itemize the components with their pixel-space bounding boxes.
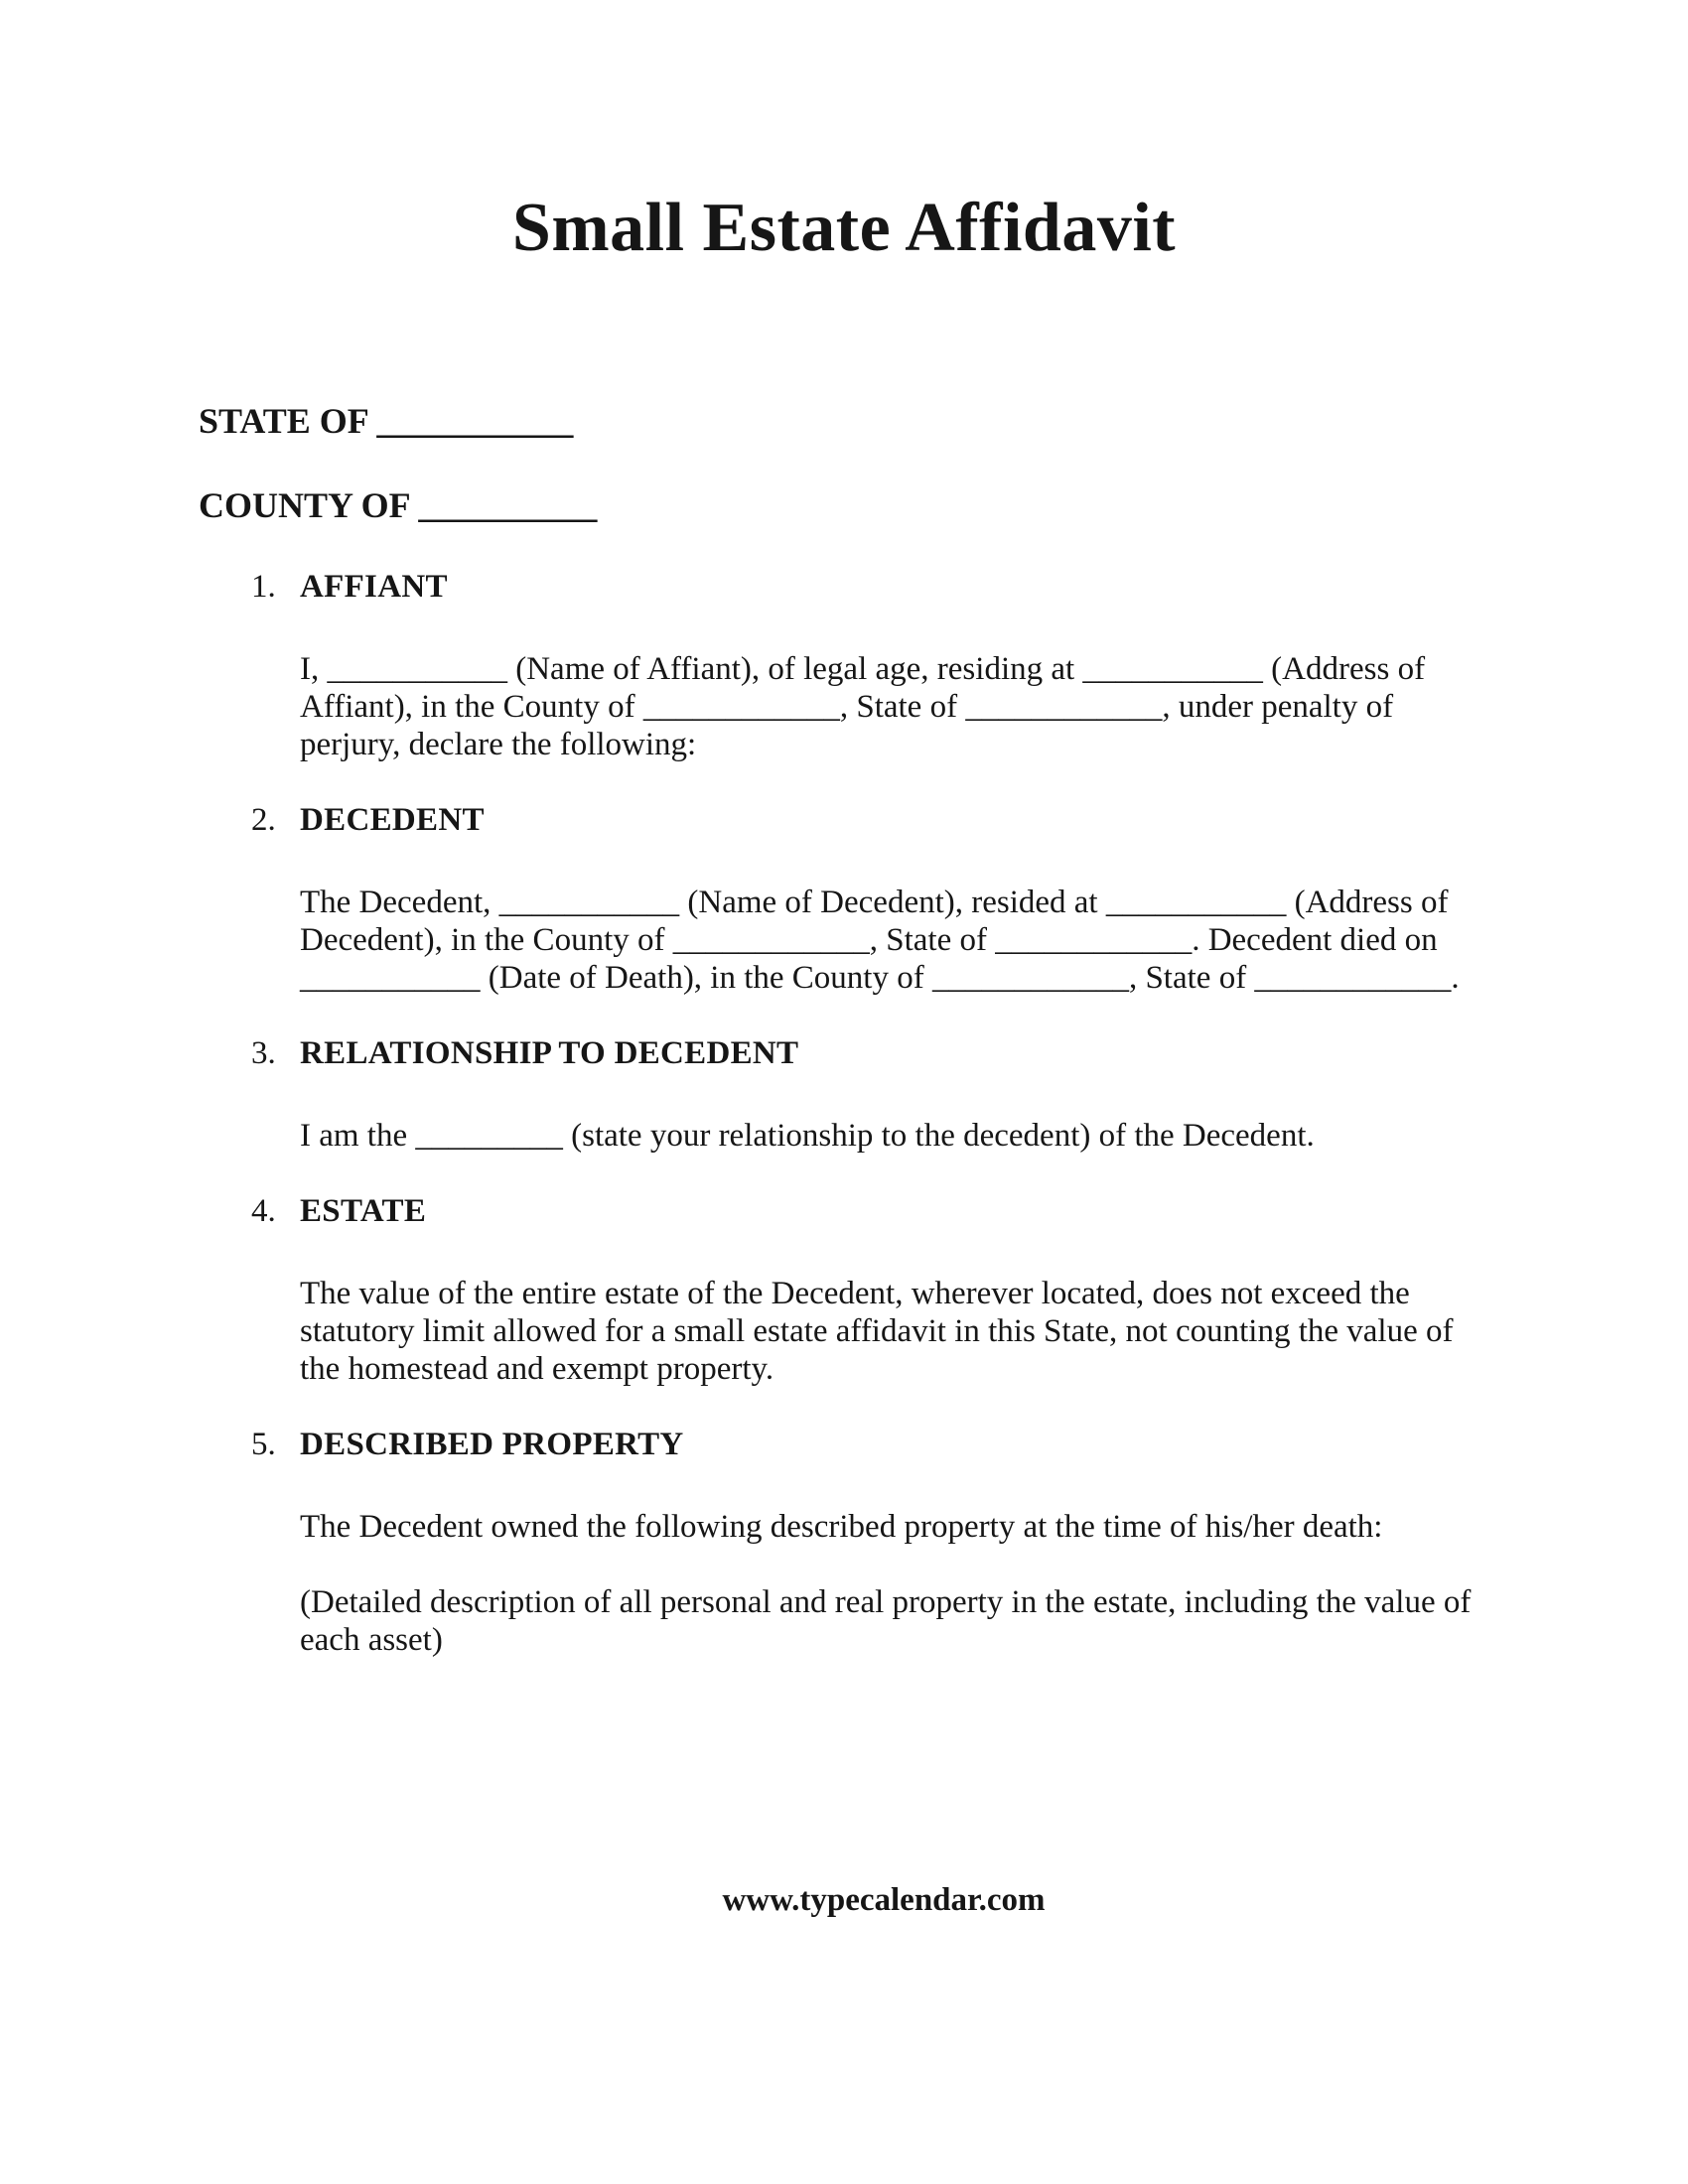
section-affiant <box>251 568 1481 763</box>
section-paragraph: (Detailed description of all personal and real property in the estate, including the value of each asset) <box>300 1584 1472 1659</box>
section-heading: RELATIONSHIP TO DECEDENT <box>300 1035 799 1072</box>
section-heading-row <box>251 801 1481 839</box>
section-number: 3. <box>251 1035 276 1072</box>
section-heading: AFFIANT <box>300 569 448 606</box>
section-paragraph: I am the _________ (state your relationship to the decedent) of the Decedent. <box>300 1118 1315 1155</box>
state-of-line: STATE OF ___________ <box>199 400 574 441</box>
section-paragraph: The Decedent owned the following described property at the time of his/her death: <box>300 1509 1383 1546</box>
section-described-property <box>251 1426 1481 1659</box>
section-number: 1. <box>251 569 276 606</box>
page-title: Small Estate Affidavit <box>511 190 1177 266</box>
section-paragraph: I, ___________ (Name of Affiant), of legal age, residing at ___________ (Address of Affiant), in the County of ____________, State of ____________, under penalty of perjury, declare the following: <box>300 651 1426 763</box>
section-number: 2. <box>251 802 276 839</box>
section-number: 4. <box>251 1193 276 1230</box>
section-body <box>300 650 1481 763</box>
section-heading-row <box>251 1426 1481 1463</box>
section-decedent <box>251 801 1481 997</box>
section-paragraph: The Decedent, ___________ (Name of Decedent), resided at ___________ (Address of Decedent), in the County of ____________, State of ____________. Decedent died on ___________ (Date of Death), in the County of ____________, State of ____________. <box>300 885 1460 997</box>
section-heading-row <box>251 1192 1481 1230</box>
section-heading-row <box>251 568 1481 606</box>
section-heading: DECEDENT <box>300 802 485 839</box>
section-relationship-to-decedent <box>251 1034 1481 1155</box>
section-heading-row <box>251 1034 1481 1072</box>
sections-list <box>0 568 1688 1659</box>
county-of-line: COUNTY OF __________ <box>199 484 598 525</box>
section-body <box>300 1117 1481 1155</box>
section-body <box>300 1275 1481 1388</box>
section-number: 5. <box>251 1427 276 1463</box>
section-heading: DESCRIBED PROPERTY <box>300 1427 684 1463</box>
section-heading: ESTATE <box>300 1193 427 1230</box>
section-estate <box>251 1192 1481 1388</box>
footer-url: www.typecalendar.com <box>722 1882 1046 1919</box>
section-body <box>300 884 1481 997</box>
section-paragraph: The value of the entire estate of the Decedent, wherever located, does not exceed the statutory limit allowed for a small estate affidavit in this State, not counting the value of the homestead and exempt property. <box>300 1276 1454 1388</box>
section-body <box>300 1508 1481 1659</box>
